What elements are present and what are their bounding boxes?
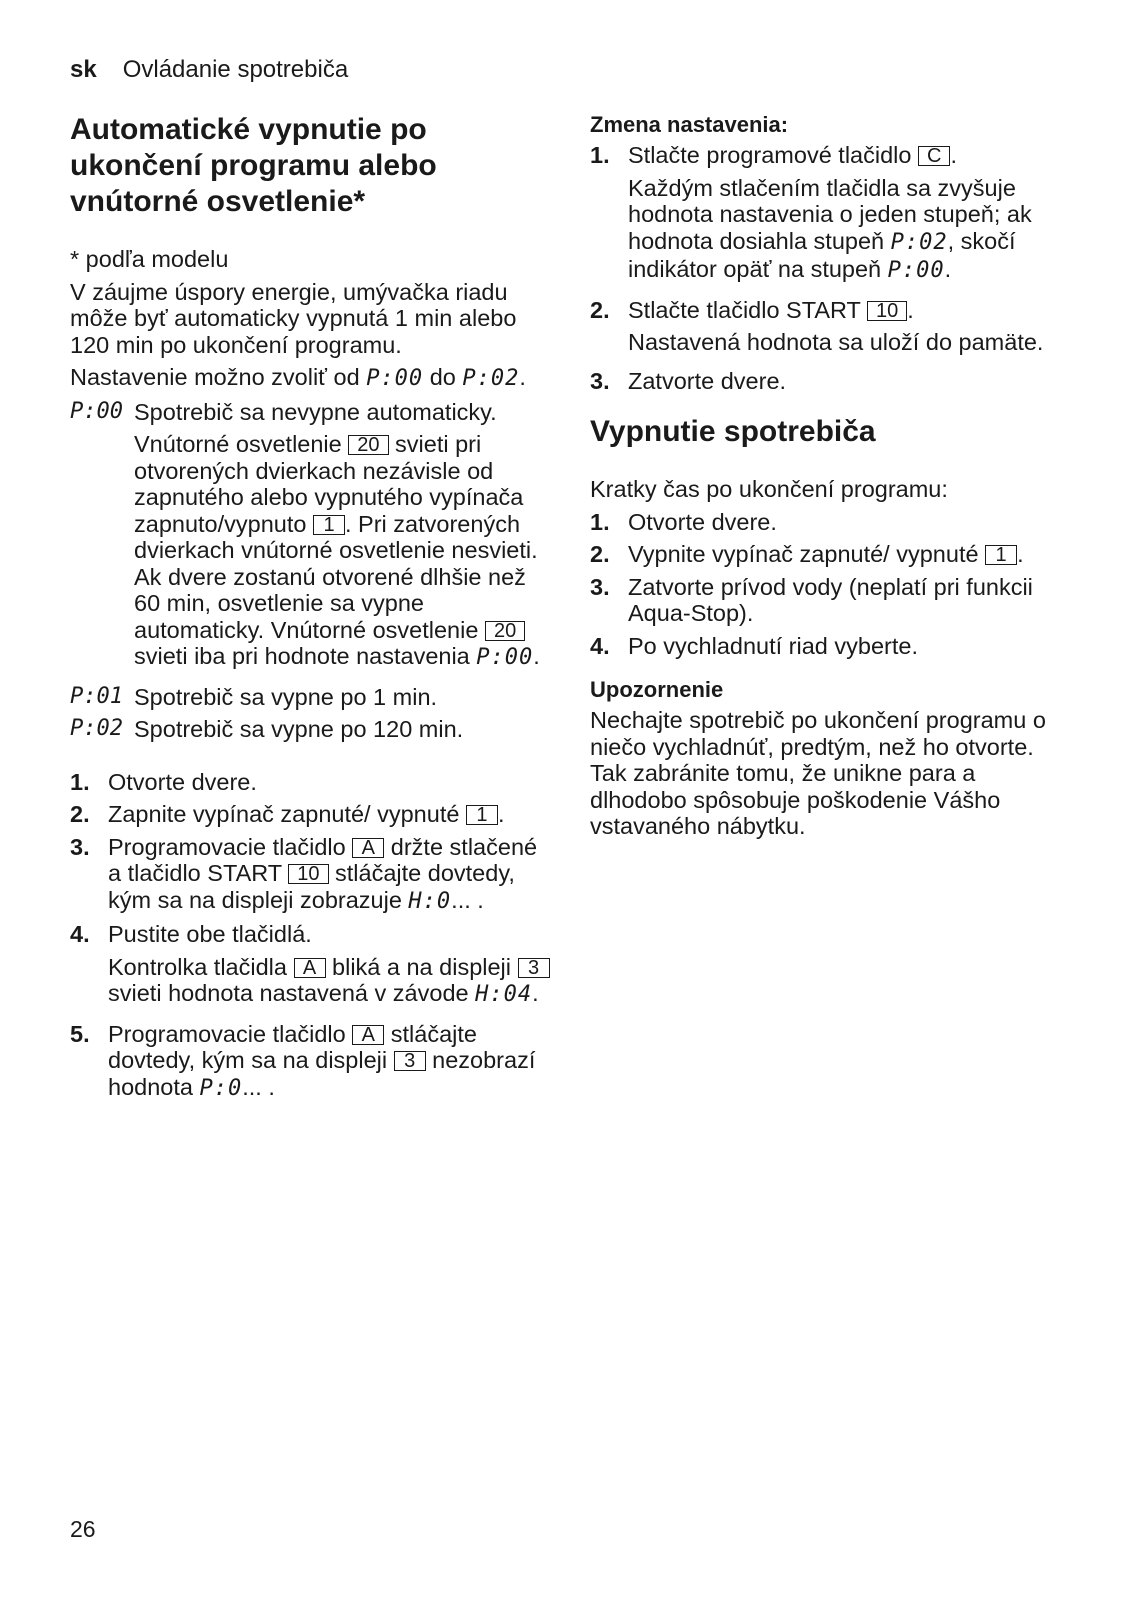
setting-description: Spotrebič sa vypne po 1 min. <box>134 683 438 710</box>
list-item: 5. Programovacie tlačidlo A stláčajte dovtedy, kým sa na displeji 3 nezobrazí hodnota P:0... . <box>70 1020 536 1101</box>
right-column <box>590 112 1070 846</box>
display-value: P:00 <box>476 645 534 670</box>
list-item: 2. Vypnite vypínač zapnuté/ vypnuté 1 . <box>590 541 1024 567</box>
list-item: 1. Stlačte programové tlačidlo C . Každým stlačením tlačidla sa zvyšuje hodnota nastavenia o jeden stupeň; ak hodnota dosiahla stupeň P:02, skočí indikátor opäť na stupeň P:00. <box>590 142 1032 283</box>
switch-off-steps <box>590 509 1070 660</box>
list-item: 2. Stlačte tlačidlo START 10 . Nastavená hodnota sa uloží do pamäte. <box>590 296 1044 355</box>
setting-code: P:02 <box>70 716 123 741</box>
display-value: P:00 <box>887 258 945 283</box>
language-code: sk <box>70 56 97 83</box>
list-item: 2. Zapnite vypínač zapnuté/ vypnuté 1 . <box>70 801 505 827</box>
range-paragraph: Nastavenie možno zvoliť od P:00 do P:02. <box>70 364 526 391</box>
change-setting-heading: Zmena nastavenia: <box>590 112 789 137</box>
note-heading: Upozornenie <box>590 677 724 702</box>
display-value: P:0 <box>199 1075 243 1101</box>
list-item: 3. Zatvorte dvere. <box>590 367 787 394</box>
display-value: H:0 <box>408 888 452 914</box>
light-description: Vnútorné osvetlenie 20 svieti pri otvorených dvierkach nezávisle od zapnutého alebo vypnutého vypínača zapnuto/vypnuto 1 . Pri zatvorených dvierkach vnútorné osvetlenie nesvieti. Ak dvere zostanú otvorené dlhšie než 60 min, osvetlenie sa vypne automaticky. Vnútorné osvetlenie 20 svieti iba pri hodnote nastavenia P:00. <box>134 431 540 670</box>
list-item: 4. Po vychladnutí riad vyberte. <box>590 632 918 659</box>
list-item: 1. Otvorte dvere. <box>590 508 777 535</box>
switch-off-intro: Kratky čas po ukončení programu: <box>590 476 948 502</box>
list-item: 3. Programovacie tlačidlo A držte stlačené a tlačidlo START 10 stláčajte dovtedy, kým sa na displeji zobrazuje H:0... . <box>70 833 538 914</box>
key-1-icon: 1 <box>313 515 345 535</box>
key-3-icon: 3 <box>518 958 550 978</box>
list-item: 4. Pustite obe tlačidlá. Kontrolka tlačidla A bliká a na displeji 3 svieti hodnota nastavená v závode H:04. <box>70 921 550 1015</box>
setting-description: Spotrebič sa nevypne automaticky. <box>134 398 497 425</box>
key-a-icon: A <box>294 958 326 978</box>
key-20-icon: 20 <box>485 621 525 641</box>
model-footnote: * podľa modelu <box>70 246 229 272</box>
page-number: 26 <box>70 1516 96 1542</box>
display-value: H:04 <box>475 982 533 1007</box>
list-item: 1. Otvorte dvere. <box>70 768 257 795</box>
setting-code: P:01 <box>70 683 123 709</box>
setting-description: Spotrebič sa vypne po 120 min. <box>134 716 464 742</box>
display-value: P:00 <box>366 366 424 391</box>
setting-p02 <box>70 716 550 743</box>
key-10-icon: 10 <box>288 864 328 884</box>
switch-off-heading: Vypnutie spotrebiča <box>590 415 876 448</box>
change-steps <box>590 142 1070 394</box>
key-20-icon: 20 <box>348 435 388 455</box>
key-1-icon: 1 <box>985 545 1017 565</box>
left-column <box>70 112 550 1110</box>
display-value: P:02 <box>890 229 948 255</box>
key-c-icon: C <box>918 146 950 166</box>
setting-p01 <box>70 684 550 711</box>
key-3-icon: 3 <box>394 1051 426 1071</box>
setting-code: P:00 <box>70 398 123 424</box>
note-text: Nechajte spotrebič po ukončení programu o niečo vychladnúť, predtým, než ho otvorte. Tak zabránite tomu, že unikne para a dlhodobo spôsobuje poškodenie Vášho vstavaného nábytku. <box>590 707 1046 839</box>
key-a-icon: A <box>352 1025 384 1045</box>
key-10-icon: 10 <box>867 301 907 321</box>
section-title: Ovládanie spotrebiča <box>122 56 349 83</box>
display-value: P:02 <box>462 366 520 391</box>
setting-p00 <box>70 399 550 678</box>
key-a-icon: A <box>352 838 384 858</box>
list-item: 3. Zatvorte prívod vody (neplatí pri funkcii Aqua-Stop). <box>590 573 1033 626</box>
setup-steps <box>70 769 550 1103</box>
key-1-icon: 1 <box>466 805 498 825</box>
auto-off-heading: Automatické vypnutie po ukončení programu alebo vnútorné osvetlenie* <box>70 113 437 218</box>
page-header <box>70 56 348 84</box>
intro-paragraph: V záujme úspory energie, umývačka riadu môže byť automaticky vypnutá 1 min alebo 120 min po ukončení programu. <box>70 278 517 358</box>
